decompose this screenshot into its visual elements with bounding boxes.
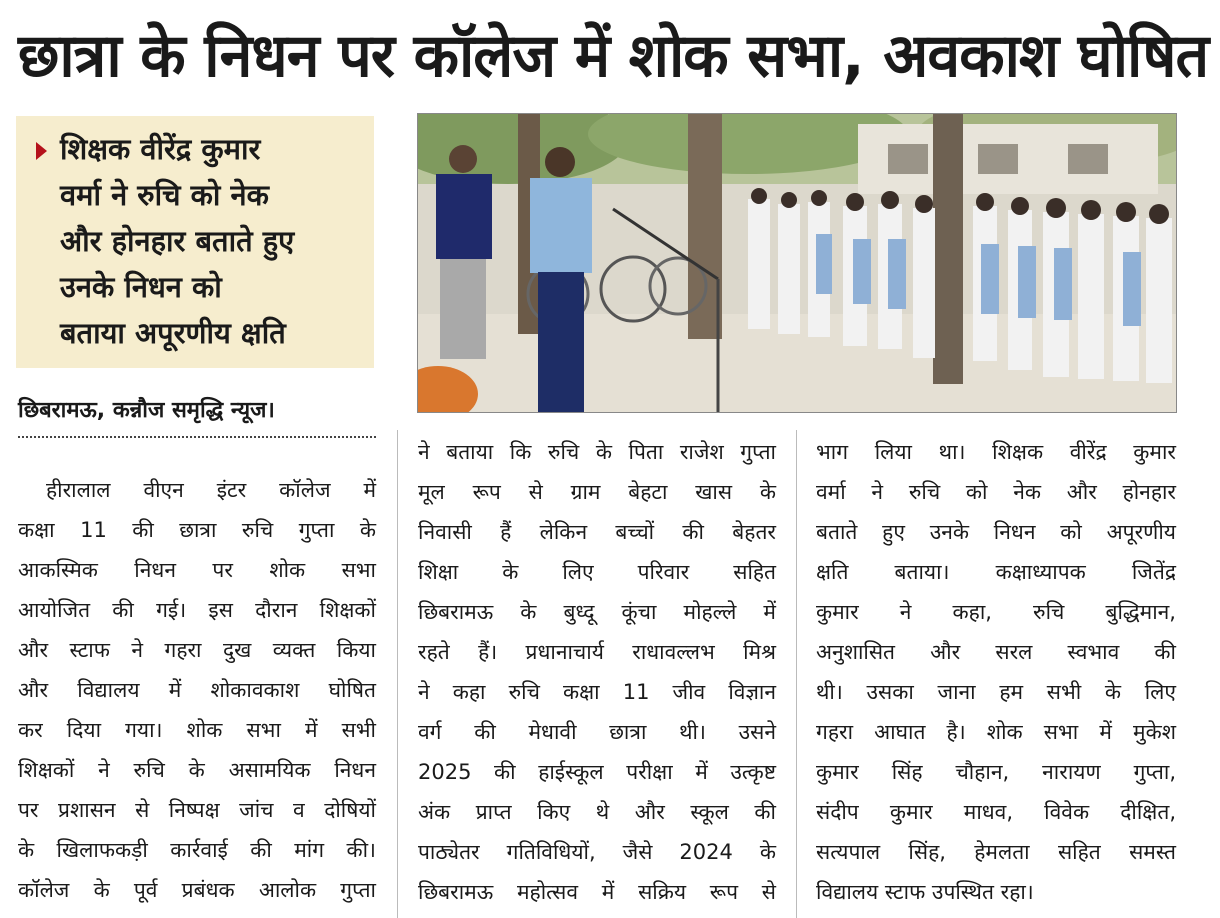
text-line: अनुशासित और सरल स्वभाव की	[816, 640, 1176, 664]
text-line: क्षति बताया। कक्षाध्यापक जितेंद्र	[816, 560, 1176, 584]
triangle-bullet-icon	[36, 142, 47, 160]
text-line: सत्यपाल सिंह, हेमलता सहित समस्त	[816, 840, 1176, 864]
text-line: आकस्मिक निधन पर शोक सभा	[18, 558, 376, 582]
text-line: निवासी हैं लेकिन बच्चों की बेहतर	[418, 520, 776, 544]
news-photo	[417, 113, 1177, 413]
text-line: कॉलेज के पूर्व प्रबंधक आलोक गुप्ता	[18, 878, 376, 902]
text-line: मूल रूप से ग्राम बेहटा खास के	[418, 480, 776, 504]
text-line: संदीप कुमार माधव, विवेक दीक्षित,	[816, 800, 1176, 824]
assembly-photo-illustration	[418, 114, 1176, 412]
callout-line: उनके निधन को	[60, 270, 222, 304]
text-line: बताते हुए उनके निधन को अपूरणीय	[816, 520, 1176, 544]
column-divider	[796, 430, 797, 918]
text-line: कक्षा 11 की छात्रा रुचि गुप्ता के	[18, 518, 376, 542]
article-column-3	[816, 432, 1176, 912]
text-line: कुमार सिंह चौहान, नारायण गुप्ता,	[816, 760, 1176, 784]
text-line: अंक प्राप्त किए थे और स्कूल की	[418, 800, 776, 824]
text-line: थी। उसका जाना हम सभी के लिए	[816, 680, 1176, 704]
headline: छात्रा के निधन पर कॉलेज में शोक सभा, अवकाश घोषित	[18, 21, 1209, 91]
text-line: गहरा आघात है। शोक सभा में मुकेश	[816, 720, 1176, 744]
highlight-callout	[16, 116, 374, 368]
text-line: ने कहा रुचि कक्षा 11 जीव विज्ञान	[418, 680, 776, 704]
divider	[18, 436, 376, 438]
text-line: और स्टाफ ने गहरा दुख व्यक्त किया	[18, 638, 376, 662]
text-line: शिक्षकों ने रुचि के असामयिक निधन	[18, 758, 376, 782]
text-line: भाग लिया था। शिक्षक वीरेंद्र कुमार	[816, 440, 1176, 464]
text-line: कुमार ने कहा, रुचि बुद्धिमान,	[816, 600, 1176, 624]
text-line: छिबरामऊ महोत्सव में सक्रिय रूप से	[418, 880, 776, 904]
text-line: वर्ग की मेधावी छात्रा थी। उसने	[418, 720, 776, 744]
text-line: हीरालाल वीएन इंटर कॉलेज में	[46, 478, 376, 502]
text-line: वर्मा ने रुचि को नेक और होनहार	[816, 480, 1176, 504]
callout-line: शिक्षक वीरेंद्र कुमार	[60, 132, 261, 166]
column-divider	[397, 430, 398, 918]
article-column-1	[18, 470, 376, 910]
text-line: के खिलाफकड़ी कार्रवाई की मांग की।	[18, 838, 376, 862]
text-line: छिबरामऊ के बुध्दू कूंचा मोहल्ले में	[418, 600, 776, 624]
text-line: ने बताया कि रुचि के पिता राजेश गुप्ता	[418, 440, 776, 464]
callout-line: और होनहार बताते हुए	[60, 224, 295, 258]
text-line: पाठ्येतर गतिविधियों, जैसे 2024 के	[418, 840, 776, 864]
text-line: पर प्रशासन से निष्पक्ष जांच व दोषियों	[18, 798, 376, 822]
text-line: आयोजित की गई। इस दौरान शिक्षकों	[18, 598, 376, 622]
text-line: 2025 की हाईस्कूल परीक्षा में उत्कृष्ट	[418, 760, 776, 784]
text-line: शिक्षा के लिए परिवार सहित	[418, 560, 776, 584]
text-line: और विद्यालय में शोकावकाश घोषित	[18, 678, 376, 702]
text-line: विद्यालय स्टाफ उपस्थित रहा।	[816, 880, 1034, 904]
text-line: कर दिया गया। शोक सभा में सभी	[18, 718, 376, 742]
article-column-2	[418, 432, 776, 912]
dateline: छिबरामऊ, कन्नौज समृद्धि न्यूज।	[18, 398, 275, 423]
callout-line: बताया अपूरणीय क्षति	[60, 316, 286, 350]
callout-line: वर्मा ने रुचि को नेक	[60, 178, 269, 212]
text-line: रहते हैं। प्रधानाचार्य राधावल्लभ मिश्र	[418, 640, 776, 664]
